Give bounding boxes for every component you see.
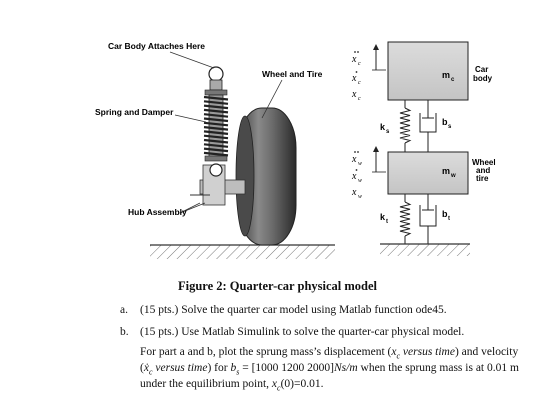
note-1a: For part a and b, plot the sprung mass’s displacement (	[140, 346, 392, 358]
mc-subscript: c	[451, 77, 455, 83]
kt-label: k	[380, 212, 386, 222]
coil-turn	[204, 110, 228, 113]
xc-dot-label: x	[352, 73, 357, 84]
wheel-mass	[388, 152, 496, 194]
coilover-icon	[204, 67, 228, 176]
xw-sub: w	[358, 194, 363, 200]
question-a	[120, 303, 447, 318]
note-1d: versus time	[400, 346, 455, 358]
wheel-and-tire-label: Wheel and Tire	[262, 69, 323, 79]
wheel-label-2: and	[476, 166, 491, 175]
coil-turn	[204, 127, 228, 130]
bt-damper-icon	[420, 194, 436, 244]
xc-ddot-sub: c	[358, 61, 361, 67]
ks-subscript: s	[386, 129, 390, 135]
car-body-label-1: Car	[475, 65, 489, 74]
xc-sub: c	[358, 96, 361, 102]
bt-label: b	[442, 209, 448, 219]
note-2d: versus time	[152, 362, 208, 374]
note-line-3	[140, 377, 324, 395]
coil-turn	[204, 101, 228, 104]
note-2g: s	[236, 367, 240, 377]
bt-subscript: t	[448, 216, 450, 222]
mc-label: m	[442, 70, 451, 80]
coil-turn	[204, 114, 228, 117]
spring-and-damper-label: Spring and Damper	[95, 107, 174, 117]
xw-ddot-label: x	[352, 154, 357, 165]
coil-turn	[204, 97, 228, 100]
ks-spring-icon	[400, 100, 410, 152]
left-ground	[150, 245, 335, 259]
tire-icon	[236, 108, 296, 245]
note-2h: = [1000 1200 2000]	[239, 362, 334, 374]
wheel-label-1: Wheel	[472, 158, 496, 167]
question-a-label: a.	[120, 304, 128, 316]
xc-coordinate	[351, 44, 386, 102]
question-b-text: (15 pts.) Use Matlab Simulink to solve the quarter-car physical model.	[140, 326, 465, 338]
coil-turn	[204, 119, 228, 122]
note-2j: when the sprung mass is at 0.01 m	[357, 362, 519, 374]
note-3b: x	[271, 378, 278, 390]
right-ground	[380, 244, 470, 256]
hub-assembly-label: Hub Assembly	[128, 207, 187, 217]
xc-ddot-label: x	[352, 54, 357, 65]
note-3c: c	[277, 383, 281, 393]
note-2a: (	[140, 362, 144, 374]
note-1c: c	[396, 351, 401, 361]
note-2f: b	[230, 362, 237, 374]
xw-ddot-sub: w	[358, 161, 363, 167]
question-b	[120, 325, 464, 340]
coil-turn	[204, 140, 228, 143]
coil-turn	[204, 136, 228, 139]
note-1e: ) and velocity	[454, 346, 519, 358]
bs-subscript: s	[448, 124, 452, 130]
note-2i: Ns/m	[333, 362, 358, 374]
coil-turn	[204, 149, 228, 152]
note-2e: ) for	[207, 362, 231, 374]
wheel-label-3: tire	[476, 174, 489, 183]
xw-dot-label: x	[352, 171, 357, 182]
xw-coordinate	[351, 146, 386, 200]
note-3d: (0)=0.01.	[280, 378, 324, 390]
car-body-label-2: body	[473, 74, 493, 83]
coil-turn	[204, 131, 228, 134]
kt-subscript: t	[386, 219, 388, 225]
car-body-attaches-label: Car Body Attaches Here	[108, 41, 205, 51]
coil-turn	[204, 123, 228, 126]
bs-damper-icon	[420, 100, 436, 152]
note-3a: under the equilibrium point,	[140, 378, 272, 390]
figure-caption: Figure 2: Quarter-car physical model	[177, 279, 378, 293]
mw-subscript: w	[451, 173, 456, 179]
note-2b: ẋ	[143, 362, 149, 374]
coil-turn	[204, 153, 228, 156]
xw-label: x	[352, 187, 357, 198]
coil-turn	[204, 106, 228, 109]
kt-spring-icon	[400, 194, 410, 244]
note-1b: x	[391, 346, 397, 358]
car-body-mass	[388, 42, 493, 100]
question-b-label: b.	[120, 326, 129, 338]
bs-label: b	[442, 117, 448, 127]
mw-label: m	[442, 166, 451, 176]
xc-label: x	[352, 89, 357, 100]
question-a-text: (15 pts.) Solve the quarter car model using Matlab function ode45.	[140, 304, 447, 316]
coil-turn	[204, 144, 228, 147]
xc-dot-sub: c	[358, 80, 361, 86]
xw-dot-sub: w	[358, 178, 363, 184]
note-2c: c	[148, 367, 153, 377]
ks-label: k	[380, 122, 386, 132]
